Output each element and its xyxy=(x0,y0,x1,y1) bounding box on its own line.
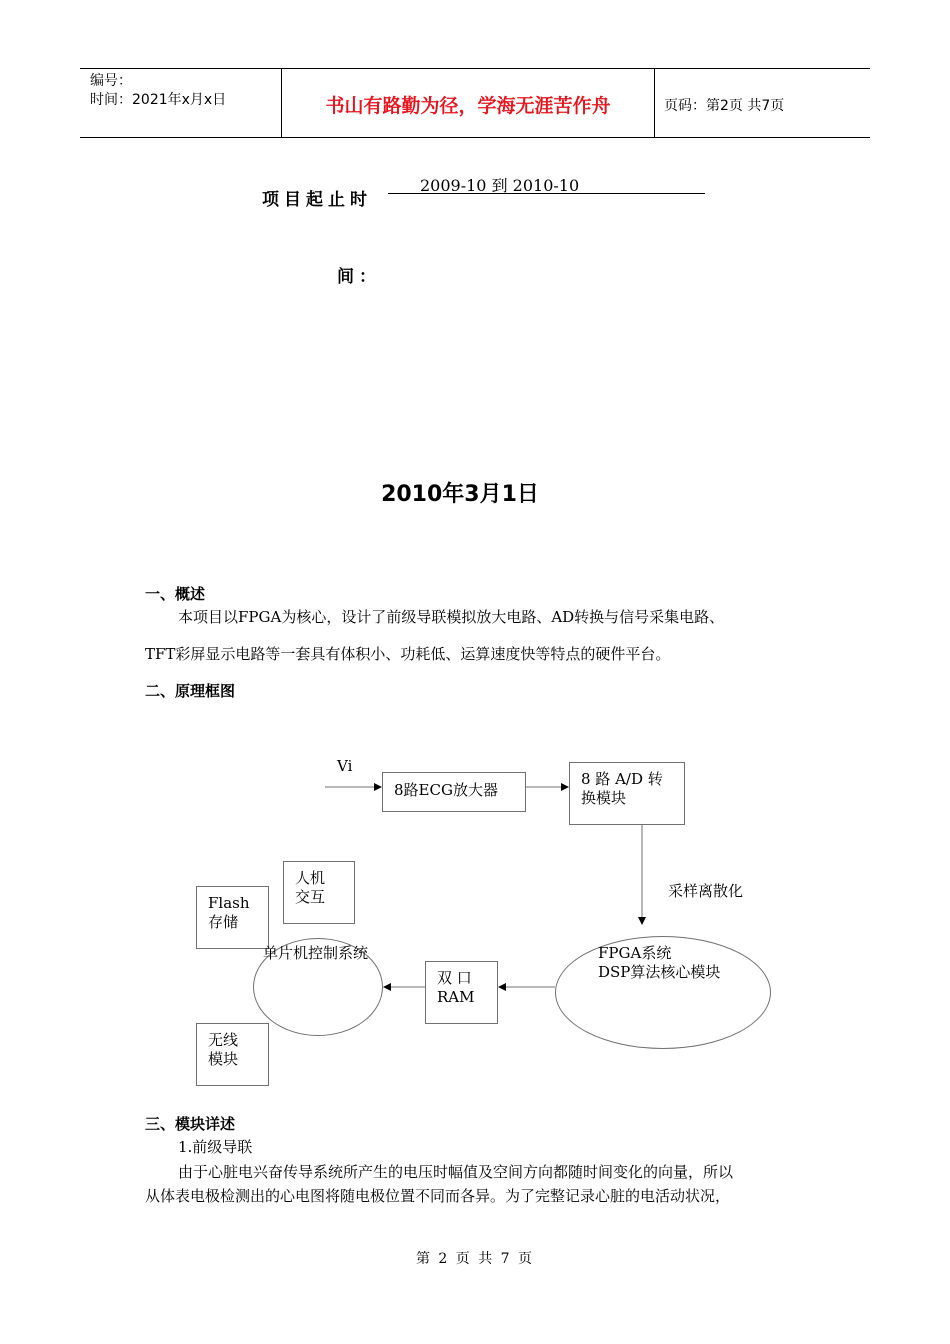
input-label: Vi xyxy=(337,757,353,775)
ram-label-2: RAM xyxy=(437,988,475,1006)
cover-date: 2010年3月1日 xyxy=(381,482,539,507)
header-time: 时间：2021年x月x日 xyxy=(90,92,227,108)
flash-label-1: Flash xyxy=(208,894,250,912)
mcu-label: 单片机控制系统 xyxy=(263,944,369,962)
hmi-label-2: 交互 xyxy=(295,888,326,906)
ad-converter-block xyxy=(569,762,685,825)
hmi-label-1: 人机 xyxy=(295,869,326,887)
ad-converter-label-1: 8 路 A/D 转 xyxy=(581,770,663,788)
flash-label-2: 存储 xyxy=(208,913,239,931)
header-number: 编号： xyxy=(90,73,132,89)
project-period-label-2: 间： xyxy=(337,267,381,287)
modules-line-2: 从体表电极检测出的心电图将随电极位置不同而各异。为了完整记录心脏的电活动状况， xyxy=(145,1187,731,1205)
section-overview-title: 一、概述 xyxy=(145,585,206,603)
project-period-value: 2009-10 到 2010-10 xyxy=(420,176,580,195)
wireless-label-1: 无线 xyxy=(208,1031,239,1049)
section-diagram-title: 二、原理框图 xyxy=(145,682,236,700)
hmi-block xyxy=(283,861,355,924)
overview-line-1: 本项目以FPGA为核心，设计了前级导联模拟放大电路、AD转换与信号采集电路、 xyxy=(178,608,725,626)
page-footer: 第 2 页 共 7 页 xyxy=(415,1251,535,1267)
fpga-label-2: DSP算法核心模块 xyxy=(598,963,721,981)
dual-port-ram-block xyxy=(425,961,498,1024)
ecg-amplifier-label: 8路ECG放大器 xyxy=(394,781,498,799)
project-period-label-1: 项目起止时 xyxy=(262,190,372,210)
ad-converter-label-2: 换模块 xyxy=(581,789,627,807)
section-modules-title: 三、模块详述 xyxy=(145,1115,236,1133)
ram-label-1: 双 口 xyxy=(437,969,472,987)
overview-line-2: TFT彩屏显示电路等一套具有体积小、功耗低、运算速度快等特点的硬件平台。 xyxy=(145,645,671,663)
modules-subtitle: 1.前级导联 xyxy=(178,1138,253,1156)
header-motto: 书山有路勤为径，学海无涯苦作舟 xyxy=(325,95,611,117)
wireless-label-2: 模块 xyxy=(208,1050,239,1068)
modules-line-1: 由于心脏电兴奋传导系统所产生的电压时幅值及空间方向都随时间变化的向量，所以 xyxy=(178,1163,734,1181)
flash-block xyxy=(196,886,269,949)
header-page-info: 页码：第2页 共7页 xyxy=(664,98,785,114)
fpga-label-1: FPGA系统 xyxy=(598,944,672,962)
ecg-amplifier-block xyxy=(382,772,526,812)
sampling-label: 采样离散化 xyxy=(668,882,744,900)
wireless-block xyxy=(196,1023,269,1086)
